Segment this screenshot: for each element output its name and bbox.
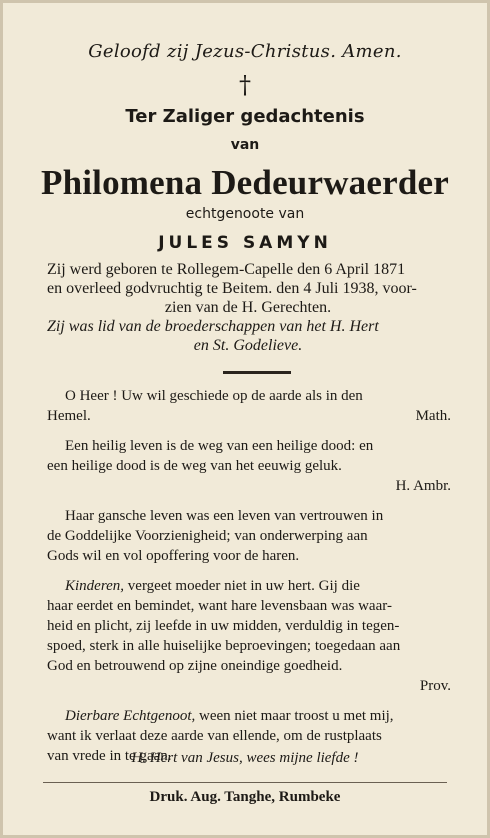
text-fragment: ween niet maar troost u met mij, <box>195 708 394 724</box>
printer-credit: Druk. Aug. Tanghe, Rumbeke <box>149 789 341 805</box>
source-citation: Prov. <box>419 678 451 694</box>
cross-icon: † <box>239 71 251 99</box>
devotional-paragraph <box>47 436 451 496</box>
prayer-heading: Geloofd zij Jezus-Christus. Amen. <box>88 41 402 62</box>
biography-line: en St. Godelieve. <box>193 337 303 354</box>
devotional-paragraph <box>47 576 451 696</box>
van-label: van <box>230 137 260 153</box>
text-line: Gods wil en vol opoffering voor de haren. <box>47 548 300 564</box>
footer-divider <box>43 782 447 783</box>
deceased-name: Philomena Dedeurwaerder <box>41 163 449 202</box>
text-fragment: Een heilig leven is de weg van een heilige dood: en <box>65 438 374 454</box>
text-line <box>47 576 451 596</box>
text-fragment: Haar gansche leven was een leven van vertrouwen in <box>65 508 384 524</box>
biography-line: en overleed godvruchtig te Beitem. den 4 Juli 1938, voor- <box>47 280 417 297</box>
text-line <box>47 436 451 456</box>
text-line <box>47 386 451 406</box>
text-line: haar eerdet en bemindet, want hare levensbaan was waar- <box>47 598 392 614</box>
text-line: God en betrouwend op zijne oneindige goedheid. <box>47 658 343 674</box>
text-line: een heilige dood is de weg van het eeuwig geluk. <box>47 458 342 474</box>
devotional-paragraph <box>47 506 451 566</box>
text-line: Hemel. <box>47 408 91 424</box>
text-line: want ik verlaat deze aarde van ellende, om de rustplaats <box>47 728 382 744</box>
biography-line: Zij was lid van de broederschappen van het H. Hert <box>47 318 379 335</box>
devotional-texts <box>47 386 451 776</box>
text-line: de Goddelijke Voorzienigheid; van onderwerping aan <box>47 528 368 544</box>
divider <box>223 371 291 374</box>
spouse-name: JULES SAMYN <box>158 233 332 253</box>
text-line <box>47 706 451 726</box>
source-citation: Math. <box>415 408 451 424</box>
spouse-intro: echtgenoote van <box>185 206 305 222</box>
text-fragment: O Heer ! Uw wil geschiede op de aarde als in den <box>65 388 363 404</box>
devotional-paragraph <box>47 386 451 426</box>
biography-line: zien van de H. Gerechten. <box>164 299 332 316</box>
biography <box>47 260 449 355</box>
text-lead: Dierbare Echtgenoot, <box>65 708 196 724</box>
text-line: spoed, sterk in alle huiselijke beproevingen; toegedaan aan <box>47 638 401 654</box>
biography-line: Zij werd geboren te Rollegem-Capelle den 6 April 1871 <box>47 261 406 278</box>
text-lead: Kinderen, <box>65 578 125 594</box>
text-fragment: vergeet moeder niet in uw hert. Gij die <box>124 578 360 594</box>
closing-invocation: H. Hert van Jesus, wees mijne liefde ! <box>131 750 359 766</box>
text-line: heid en plicht, zij leefde in uw midden, verduldig in tegen- <box>47 618 400 634</box>
text-line: van vrede in te gaan. <box>47 748 172 764</box>
source-citation: H. Ambr. <box>395 478 451 494</box>
text-line <box>47 506 451 526</box>
memory-title: Ter Zaliger gedachtenis <box>125 106 365 127</box>
